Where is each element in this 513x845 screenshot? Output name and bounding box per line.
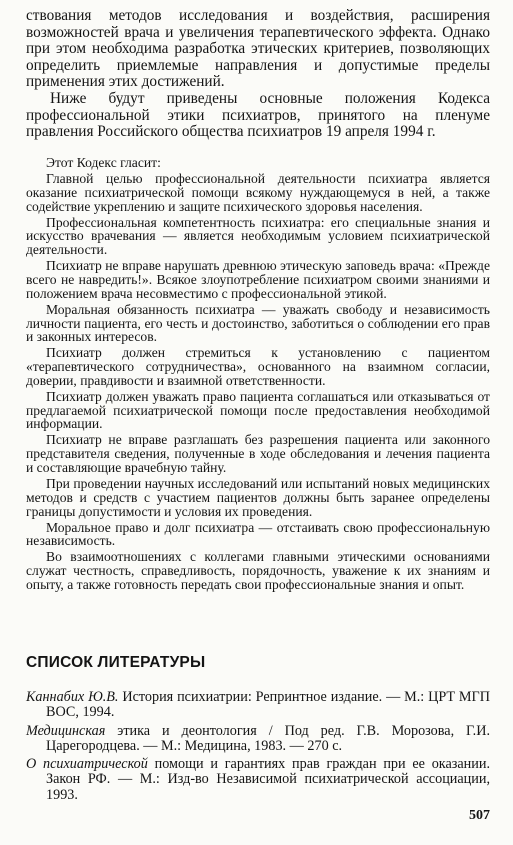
page-number: 507 xyxy=(469,808,490,823)
reference-text: История психиатрии: Репринтное издание. — М.: ЦРТ МГП ВОС, 1994. xyxy=(46,689,490,721)
ethics-code-section xyxy=(26,156,490,594)
reference-author: О психиатрической xyxy=(26,756,148,773)
reference-author: Медицинская xyxy=(26,722,106,739)
code-paragraph-3: Психиатр не вправе нарушать древнюю этическую заповедь врача: «Прежде всего не навредить!». Всякое злоупотребление психиатром своими знаниями и положением врача несовместимо с профессиональной этикой. xyxy=(26,258,490,301)
reference-author: Каннабих Ю.В. xyxy=(26,689,119,705)
code-paragraph-8: При проведении научных исследований или испытаний новых медицинских методов и средств с участием пациентов должны быть заранее определены границы допустимости и условия их проведения. xyxy=(26,476,490,519)
code-paragraph-2: Профессиональная компетентность психиатра: его специальные знания и искусство врачевания — является необходимым условием психиатрической деятельности. xyxy=(26,214,490,258)
code-intro: Этот Кодекс гласит: xyxy=(46,155,161,170)
intro-paragraph-2: Ниже будут приведены основные положения Кодекса профессиональной этики психиатров, принятого на пленуме правления Российского общества психиатров 19 апреля 1994 г. xyxy=(26,89,490,141)
references-list xyxy=(26,690,490,806)
code-paragraph-7: Психиатр не вправе разглашать без разрешения пациента или законного представителя сведения, полученные в ходе обследования и лечения пациента и составляющие врачебную тайну. xyxy=(26,432,490,476)
code-paragraph-5: Психиатр должен стремиться к установлению с пациентом «терапевтического сотрудничества», основанного на взаимном согласии, доверии, правдивости и взаимной ответственности. xyxy=(26,345,490,388)
reference-item xyxy=(26,724,490,755)
code-paragraph-1: Главной целью профессиональной деятельности психиатра является оказание психиатрической помощи всякому нуждающемуся в ней, а также содействие укреплению и защите психического здоровья населения. xyxy=(26,170,490,214)
reference-text: этика и деонтология / Под ред. Г.В. Морозова, Г.И. Царегородцева. — М.: Медицина, 1983. — 270 с. xyxy=(46,722,490,754)
code-paragraph-4: Моральная обязанность психиатра — уважать свободу и независимость личности пациента, его честь и достоинство, заботиться о соблюдении его прав и законных интересов. xyxy=(26,301,490,345)
references-heading: СПИСОК ЛИТЕРАТУРЫ xyxy=(26,654,206,671)
code-paragraph-9: Моральное право и долг психиатра — отстаивать свою профессиональную независимость. xyxy=(26,519,490,549)
intro-section xyxy=(26,8,490,141)
reference-item xyxy=(26,757,490,803)
reference-text: помощи и гарантиях прав граждан при ее оказании. Закон РФ. — М.: Изд-во Независимой психиатрической ассоциации, 1993. xyxy=(46,756,490,803)
code-paragraph-10: Во взаимоотношениях с коллегами главными этическими основаниями служат честность, справедливость, порядочность, уважение к их знаниям и опыту, а также готовность передать свои профессиональные знания и опыт. xyxy=(26,549,490,592)
intro-paragraph-1: ствования методов исследования и воздействия, расширения возможностей врача и увеличения терапевтического эффекта. Однако при этом необходима разработка этических критериев, позволяющих определить приемлемые направления и допустимые пределы применения этих достижений. xyxy=(26,7,490,91)
code-paragraph-6: Психиатр должен уважать право пациента соглашаться или отказываться от предлагаемой психиатрической помощи после предоставления необходимой информации. xyxy=(26,388,490,432)
reference-item xyxy=(26,690,490,721)
